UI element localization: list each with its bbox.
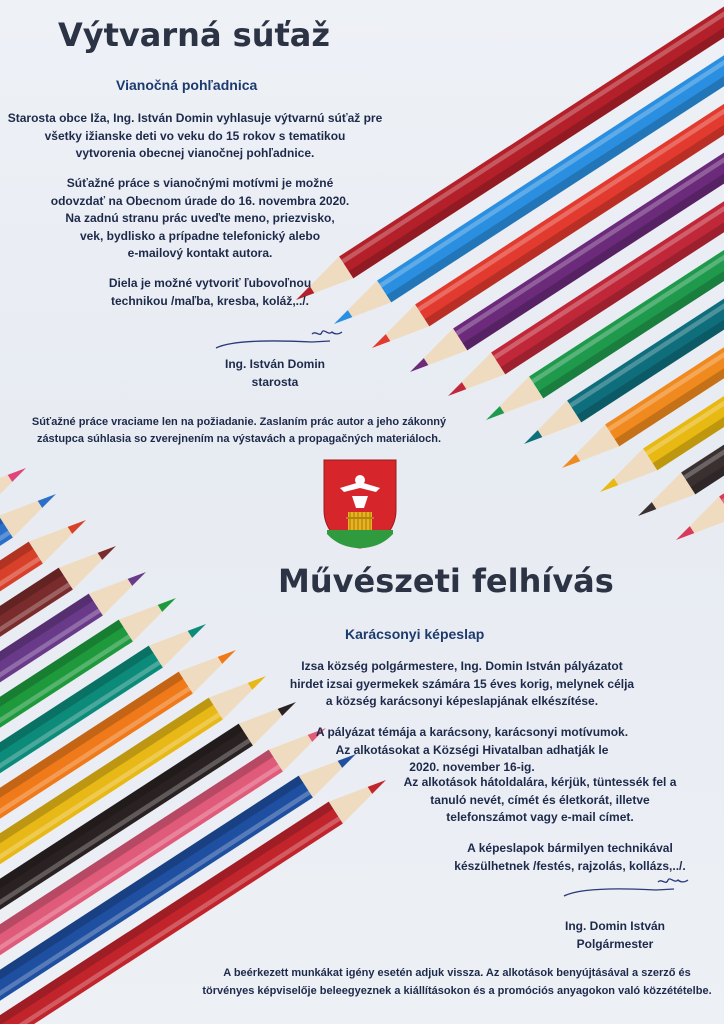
hu-submission-line: A pályázat témája a karácsony, karácsonyi motívumok.	[315, 725, 629, 739]
hu-title: Művészeti felhívás	[278, 562, 614, 600]
sk-footer-line: Súťažné práce vraciame len na požiadanie. Zaslaním prác autor a jeho zákonný	[31, 416, 447, 428]
sk-intro-line: vytvorenia obecnej vianočnej pohľadnice.	[75, 146, 315, 160]
hu-signer-role: Polgármester	[576, 936, 654, 951]
hu-footer-line: A beérkezett munkákat igény esetén adjuk vissza. Az alkotások benyújtásával a szerző és	[223, 967, 691, 979]
sk-footer-line: zástupca súhlasia so zverejnením na výstavách a propagačných materiáloch.	[36, 433, 442, 445]
hu-footer-line: törvényes képviselője beleegyeznek a kiállításokon és a promóciós anyagokon való közzétételbe.	[202, 985, 712, 997]
hu-intro	[262, 658, 662, 711]
hu-submission	[302, 724, 642, 777]
sk-subtitle: Vianočná pohľadnica	[116, 77, 258, 93]
sk-intro	[4, 110, 386, 163]
sk-technique	[60, 275, 360, 310]
hu-footer	[192, 964, 722, 1000]
sk-footer	[8, 414, 470, 448]
hu-technique	[430, 840, 710, 875]
sk-submission	[20, 175, 380, 263]
hu-intro-line: Izsa község polgármestere, Ing. Domin István pályázatot	[301, 659, 623, 673]
hu-technique-line: készülhetnek /festés, rajzolás, kollázs,../.	[454, 858, 686, 873]
sk-intro-line: Starosta obce Iža, Ing. István Domin vyhlasuje výtvarnú súťaž pre	[7, 111, 383, 125]
hu-subtitle: Karácsonyi képeslap	[345, 626, 485, 642]
hu-signer-name: Ing. Domin István	[564, 919, 665, 933]
coat-of-arms	[322, 458, 398, 550]
sk-submission-line: vek, bydlisko a prípadne telefonický alebo	[79, 228, 321, 243]
sk-submission-line: Súťažné práce s vianočnými motívmi je možné	[66, 176, 334, 190]
hu-back-side-line: Az alkotások hátoldalára, kérjük, tüntessék fel a	[403, 775, 677, 789]
hu-signer	[540, 918, 690, 953]
hu-back-side-line: telefonszámot vagy e-mail címet.	[446, 810, 634, 824]
hu-back-side-line: tanuló nevét, címét és életkorát, illetve	[430, 792, 650, 807]
sk-submission-line: Na zadnú stranu prác uveďte meno, priezvisko,	[65, 211, 335, 225]
sk-technique-line: technikou /maľba, kresba, koláž,../.	[110, 293, 310, 308]
hu-submission-line: 2020. november 16-ig.	[409, 760, 535, 774]
hu-submission-line: Az alkotásokat a Községi Hivatalban adhatják le	[335, 742, 609, 757]
sk-submission-line: odovzdať na Obecnom úrade do 16. novembra 2020.	[50, 193, 350, 208]
sk-signature	[212, 326, 347, 356]
sk-title: Výtvarná súťaž	[58, 16, 331, 54]
hu-technique-line: A képeslapok bármilyen technikával	[467, 841, 673, 855]
sk-signer-role: starosta	[251, 374, 299, 389]
sk-signer	[200, 356, 350, 391]
sk-submission-line: e-mailový kontakt autora.	[127, 246, 273, 260]
hu-intro-line: hirdet izsai gyermekek számára 15 éves korig, melynek célja	[289, 676, 635, 691]
sk-intro-line: všetky ižianske deti vo veku do 15 rokov s tematikou	[44, 128, 346, 143]
hu-intro-line: a község karácsonyi képeslapjának elkészítése.	[325, 694, 599, 708]
hu-back-side	[380, 774, 700, 827]
hu-signature	[560, 876, 690, 904]
sk-technique-line: Diela je možné vytvoriť ľubovoľnou	[108, 276, 312, 290]
sk-signer-name: Ing. István Domin	[224, 357, 325, 371]
